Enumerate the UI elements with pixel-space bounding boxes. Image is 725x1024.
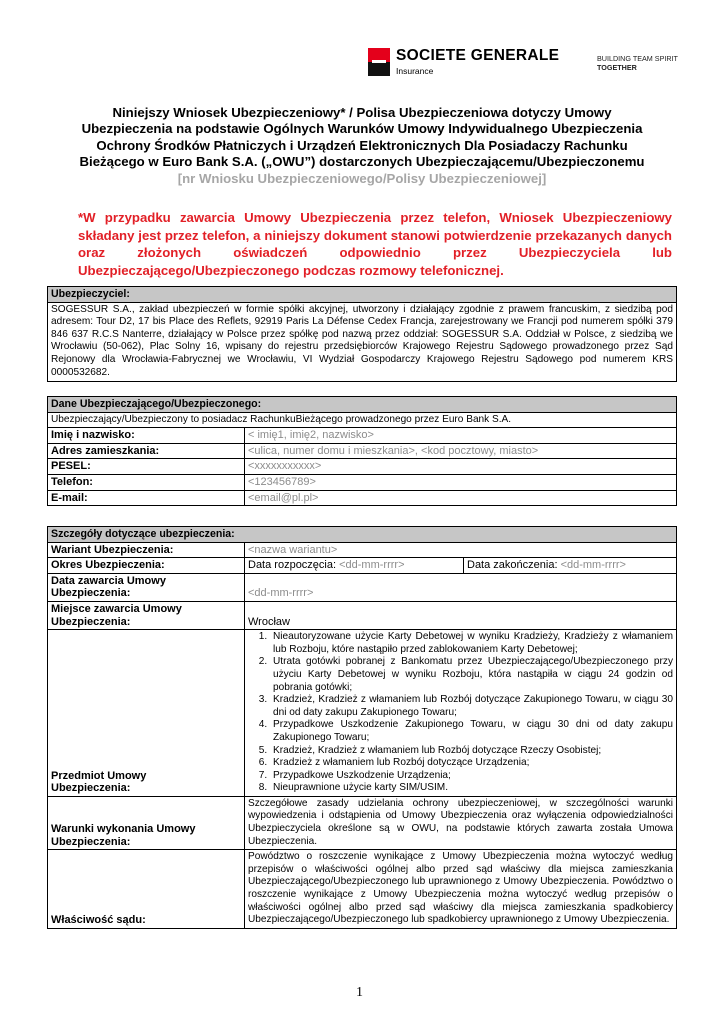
pesel-value: <xxxxxxxxxxx> — [245, 459, 677, 475]
address-label: Adres zamieszkania: — [48, 443, 245, 459]
title-placeholder: [nr Wniosku Ubezpieczeniowego/Polisy Ubezpieczeniowej] — [177, 170, 547, 186]
phone-warning-text: *W przypadku zawarcia Umowy Ubezpieczenia przez telefon, Wniosek Ubezpieczeniowy składany jest przez telefon, a niniejszy dokument stanowi potwierdzenie przekazanych danych oraz złożonych oświadczeń odpowiednio przez Ubezpieczyciela lub Ubezpieczającego/Ubezpieczonego podczas rozmowy telefonicznej. — [78, 210, 672, 278]
period-end — [464, 558, 677, 574]
name-value: < imię1, imię2, nazwisko> — [245, 428, 677, 444]
title-line2: Ubezpieczenia na podstawie Ogólnych Warunków Umowy Indywidualnego Ubezpieczenia — [81, 121, 643, 137]
conditions-text: Szczegółowe zasady udzielania ochrony ubezpieczeniowej, w szczególności warunki wypowiedzenia i odstąpienia od Umowy Ubezpieczenia oraz wyłączenia odpowiedzialności Ubezpieczyciela określone są w OWU, na podstawie których zawarta została Umowa Ubezpieczenia. — [245, 796, 677, 849]
subject-label: Przedmiot Umowy Ubezpieczenia: — [48, 630, 245, 797]
end-date-label: Data zakończenia: — [467, 559, 561, 572]
insured-heading: Dane Ubezpieczającego/Ubezpieczonego: — [48, 397, 677, 413]
title-line1: Niniejszy Wniosek Ubezpieczeniowy* / Polisa Ubezpieczeniowa dotyczy Umowy — [112, 105, 612, 120]
insurer-heading: Ubezpieczyciel: — [48, 287, 677, 303]
email-value: <email@pl.pl> — [245, 490, 677, 506]
logo-mark-icon — [368, 48, 390, 76]
variant-value: <nazwa wariantu> — [245, 542, 677, 558]
pesel-label: PESEL: — [48, 459, 245, 475]
slogan-line2: TOGETHER — [597, 63, 637, 72]
name-label: Imię i nazwisko: — [48, 428, 245, 444]
conclusion-date-value: <dd-mm-rrrr> — [245, 573, 677, 601]
court-label: Właściwość sądu: — [48, 850, 245, 929]
page-number: 1 — [356, 985, 363, 1000]
variant-label: Wariant Ubezpieczenia: — [48, 542, 245, 558]
list-item: 3. Kradzież, Kradzież z włamaniem lub Rozbój dotyczące Zakupionego Towaru, w ciągu 30 dni od daty zakupu Zakupionego Towaru; — [270, 694, 673, 719]
start-date-value: <dd-mm-rrrr> — [339, 559, 405, 572]
start-date-label: Data rozpoczęcia: — [248, 559, 340, 572]
email-label: E-mail: — [48, 490, 245, 506]
list-item: 2. Utrata gotówki pobranej z Bankomatu przez Ubezpieczającego/Ubezpieczonego przy użyciu Karty Debetowej w wyniku Rozboju, która nastąpiła w ciągu 24 godzin od pobrania gotówki; — [270, 656, 673, 694]
insured-note: Ubezpieczający/Ubezpieczony to posiadacz RachunkuBieżącego prowadzonego przez Euro Bank S.A. — [48, 412, 677, 428]
insurance-details-table — [47, 526, 677, 929]
conclusion-date-label: Data zawarcia Umowy Ubezpieczenia: — [48, 573, 245, 601]
list-item: 6. Kradzież z włamaniem lub Rozbój dotyczące Urządzenia; — [270, 757, 673, 770]
period-label: Okres Ubezpieczenia: — [48, 558, 245, 574]
subject-list — [248, 631, 673, 795]
list-item: 7. Przypadkowe Uszkodzenie Urządzenia; — [270, 770, 673, 783]
subject-list-cell — [245, 630, 677, 797]
logo-subtitle: Insurance — [396, 66, 434, 76]
list-item: 4. Przypadkowe Uszkodzenie Zakupionego Towaru, w ciągu 30 dni od daty zakupu Zakupionego Towaru; — [270, 719, 673, 744]
insurer-table — [47, 286, 677, 382]
logo-name: SOCIETE GENERALE — [396, 47, 560, 64]
title-line3: Ochrony Środków Płatniczych i Urządzeń Elektronicznych Dla Posiadaczy Rachunku — [96, 137, 628, 153]
details-heading: Szczegóły dotyczące ubezpieczenia: — [48, 527, 677, 543]
document-title — [72, 105, 652, 187]
conclusion-place-value: Wrocław — [245, 601, 677, 629]
societe-generale-logo — [368, 46, 560, 78]
conclusion-place-label: Miejsce zawarcia Umowy Ubezpieczenia: — [48, 601, 245, 629]
period-start — [245, 558, 464, 574]
insured-table — [47, 396, 677, 506]
court-text: Powództwo o roszczenie wynikające z Umowy Ubezpieczenia można wytoczyć według przepisów o właściwości ogólnej albo przed sąd właściwy dla miejsca zamieszkania Ubezpieczającego/Ubezpieczonego lub uprawnionego z Umowy Ubezpieczenia. Powództwo o roszczenie wynikające z Umowy Ubezpieczenia można wytoczyć według przepisów o właściwości ogólnej albo przed sąd właściwy dla miejsca zamieszkania spadkobiercy Ubezpieczającego/Ubezpieczonego lub spadkobiercy uprawnionego z Umowy Ubezpieczenia. — [245, 850, 677, 929]
list-item: 1. Nieautoryzowane użycie Karty Debetowej w wyniku Kradzieży, Kradzieży z włamaniem lub Rozboju, które nastąpiło przed zablokowaniem Karty Debetowej; — [270, 631, 673, 656]
conditions-label: Warunki wykonania Umowy Ubezpieczenia: — [48, 796, 245, 849]
end-date-value: <dd-mm-rrrr> — [560, 559, 626, 572]
list-item: 8. Nieuprawnione użycie karty SIM/USIM. — [270, 782, 673, 795]
title-line4: Bieżącego w Euro Bank S.A. („OWU”) dostarczonych Ubezpieczającemu/Ubezpieczonemu — [79, 154, 645, 170]
address-value: <ulica, numer domu i mieszkania>, <kod pocztowy, miasto> — [245, 443, 677, 459]
slogan — [597, 54, 678, 72]
phone-value: <123456789> — [245, 474, 677, 490]
insurer-text: SOGESSUR S.A., zakład ubezpieczeń w formie spółki akcyjnej, utworzony i działający zgodnie z prawem francuskim, z siedzibą pod adresem: Tour D2, 17 bis Place des Reflets, 92919 Paris La Défense Cedex Francja, zarejestrowany we Francji pod numerem spółki 379 846 637 R.C.S Nanterre, działający w Polsce przez spółkę pod nazwą przez oddział: SOGESSUR S.A. Oddział w Polsce, z siedzibą we Wrocławiu (50-062), Plac Solny 16, wpisany do rejestru przedsiębiorców Krajowego Rejestru Sądowego prowadzonego przez Sąd Rejonowy dla Wrocławia-Fabrycznej we Wrocławiu, VI Wydział Gospodarczy Krajowego Rejestru Sądowego pod numerem KRS 0000532682. — [48, 302, 677, 382]
list-item: 5. Kradzież, Kradzież z włamaniem lub Rozbój dotyczące Rzeczy Osobistej; — [270, 745, 673, 758]
slogan-line1: BUILDING TEAM SPIRIT — [597, 54, 678, 63]
phone-label: Telefon: — [48, 474, 245, 490]
